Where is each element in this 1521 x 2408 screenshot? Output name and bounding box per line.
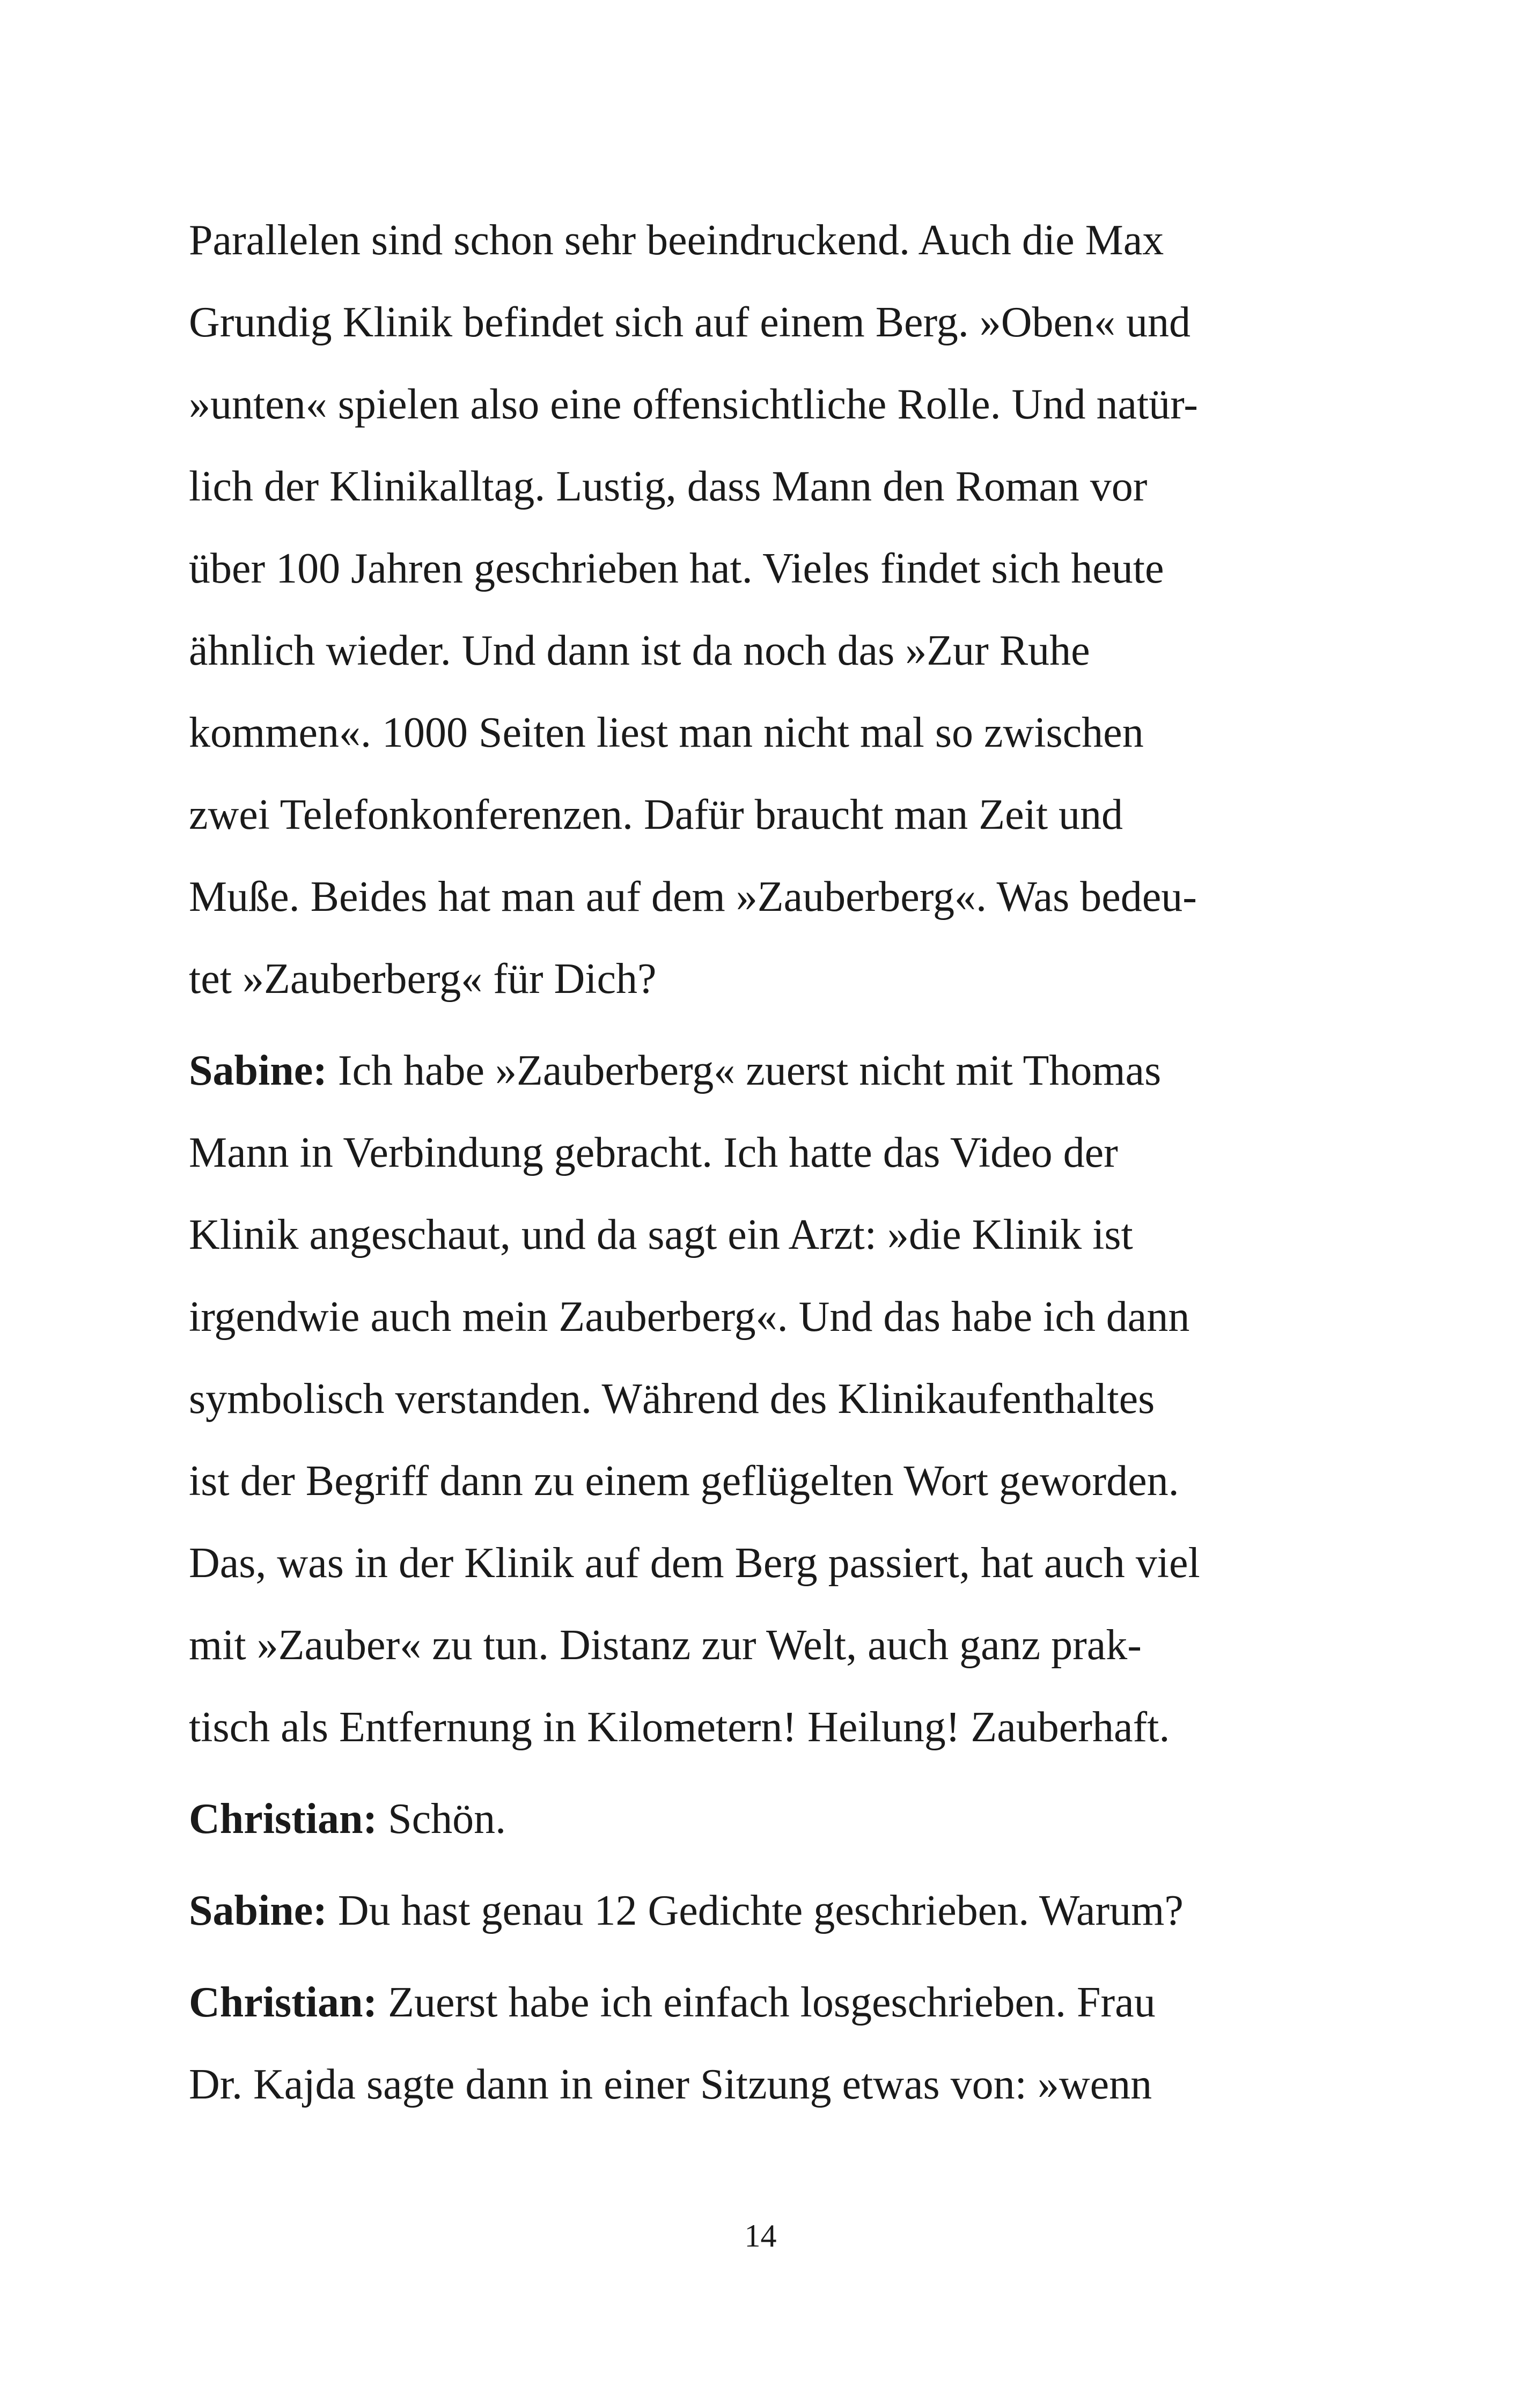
line-text: Schön. — [377, 1795, 506, 1843]
line-text: kommen«. 1000 Seiten liest man nicht mal so zwischen — [189, 709, 1144, 756]
text-line — [189, 1454, 1179, 1519]
text-line — [189, 1700, 1170, 1765]
text-line — [189, 2058, 1152, 2122]
line-text: über 100 Jahren geschrieben hat. Vieles findet sich heute — [189, 545, 1164, 592]
text-line — [189, 1618, 1142, 1683]
line-text: Dr. Kajda sagte dann in einer Sitzung etwas von: »wenn — [189, 2061, 1152, 2108]
line-text: Ich habe »Zauberberg« zuerst nicht mit Thomas — [327, 1047, 1162, 1094]
text-line — [189, 296, 1191, 360]
text-line — [189, 706, 1144, 770]
text-line — [189, 1290, 1189, 1354]
text-line — [189, 1884, 1184, 1948]
text-line — [189, 1126, 1118, 1190]
text-line — [189, 1536, 1200, 1601]
line-text: Klinik angeschaut, und da sagt ein Arzt: »die Klinik ist — [189, 1211, 1133, 1258]
line-text: Du hast genau 12 Gedichte geschrieben. Warum? — [327, 1887, 1184, 1934]
line-text: tet »Zauberberg« für Dich? — [189, 955, 657, 1003]
text-line — [189, 378, 1198, 442]
line-text: irgendwie auch mein Zauberberg«. Und das habe ich dann — [189, 1293, 1190, 1341]
text-line — [189, 1792, 506, 1857]
text-line — [189, 1976, 1156, 2040]
text-line — [189, 1372, 1155, 1437]
text-line — [189, 213, 1164, 278]
speaker-name: Christian: — [189, 1795, 378, 1843]
line-text: Parallelen sind schon sehr beeindruckend. Auch die Max — [189, 217, 1164, 264]
line-text: Grundig Klinik befindet sich auf einem Berg. »Oben« und — [189, 299, 1191, 346]
speaker-name: Sabine: — [189, 1887, 327, 1934]
page-number: 14 — [744, 2218, 777, 2254]
line-text: »unten« spielen also eine offensichtliche Rolle. Und natür- — [189, 381, 1198, 428]
line-text: zwei Telefonkonferenzen. Dafür braucht man Zeit und — [189, 791, 1123, 838]
speaker-name: Sabine: — [189, 1047, 327, 1094]
text-line — [189, 542, 1164, 606]
line-text: Mann in Verbindung gebracht. Ich hatte das Video der — [189, 1129, 1118, 1176]
text-line — [189, 460, 1147, 524]
line-text: ähnlich wieder. Und dann ist da noch das »Zur Ruhe — [189, 627, 1090, 674]
line-text: ist der Begriff dann zu einem geflügelten Wort geworden. — [189, 1457, 1179, 1505]
text-line — [189, 870, 1197, 934]
text-line — [189, 788, 1123, 852]
line-text: lich der Klinikalltag. Lustig, dass Mann den Roman vor — [189, 463, 1148, 510]
text-line — [189, 952, 656, 1017]
line-text: mit »Zauber« zu tun. Distanz zur Welt, auch ganz prak- — [189, 1622, 1142, 1669]
text-line — [189, 624, 1090, 688]
text-line — [189, 1208, 1133, 1272]
line-text: Zuerst habe ich einfach losgeschrieben. Frau — [377, 1979, 1156, 2026]
line-text: tisch als Entfernung in Kilometern! Heilung! Zauberhaft. — [189, 1704, 1170, 1751]
speaker-name: Christian: — [189, 1979, 378, 2026]
line-text: Muße. Beides hat man auf dem »Zauberberg«. Was bedeu- — [189, 873, 1197, 921]
text-line — [189, 1044, 1161, 1108]
line-text: symbolisch verstanden. Während des Klinikaufenthaltes — [189, 1375, 1155, 1423]
line-text: Das, was in der Klinik auf dem Berg passiert, hat auch viel — [189, 1540, 1200, 1587]
